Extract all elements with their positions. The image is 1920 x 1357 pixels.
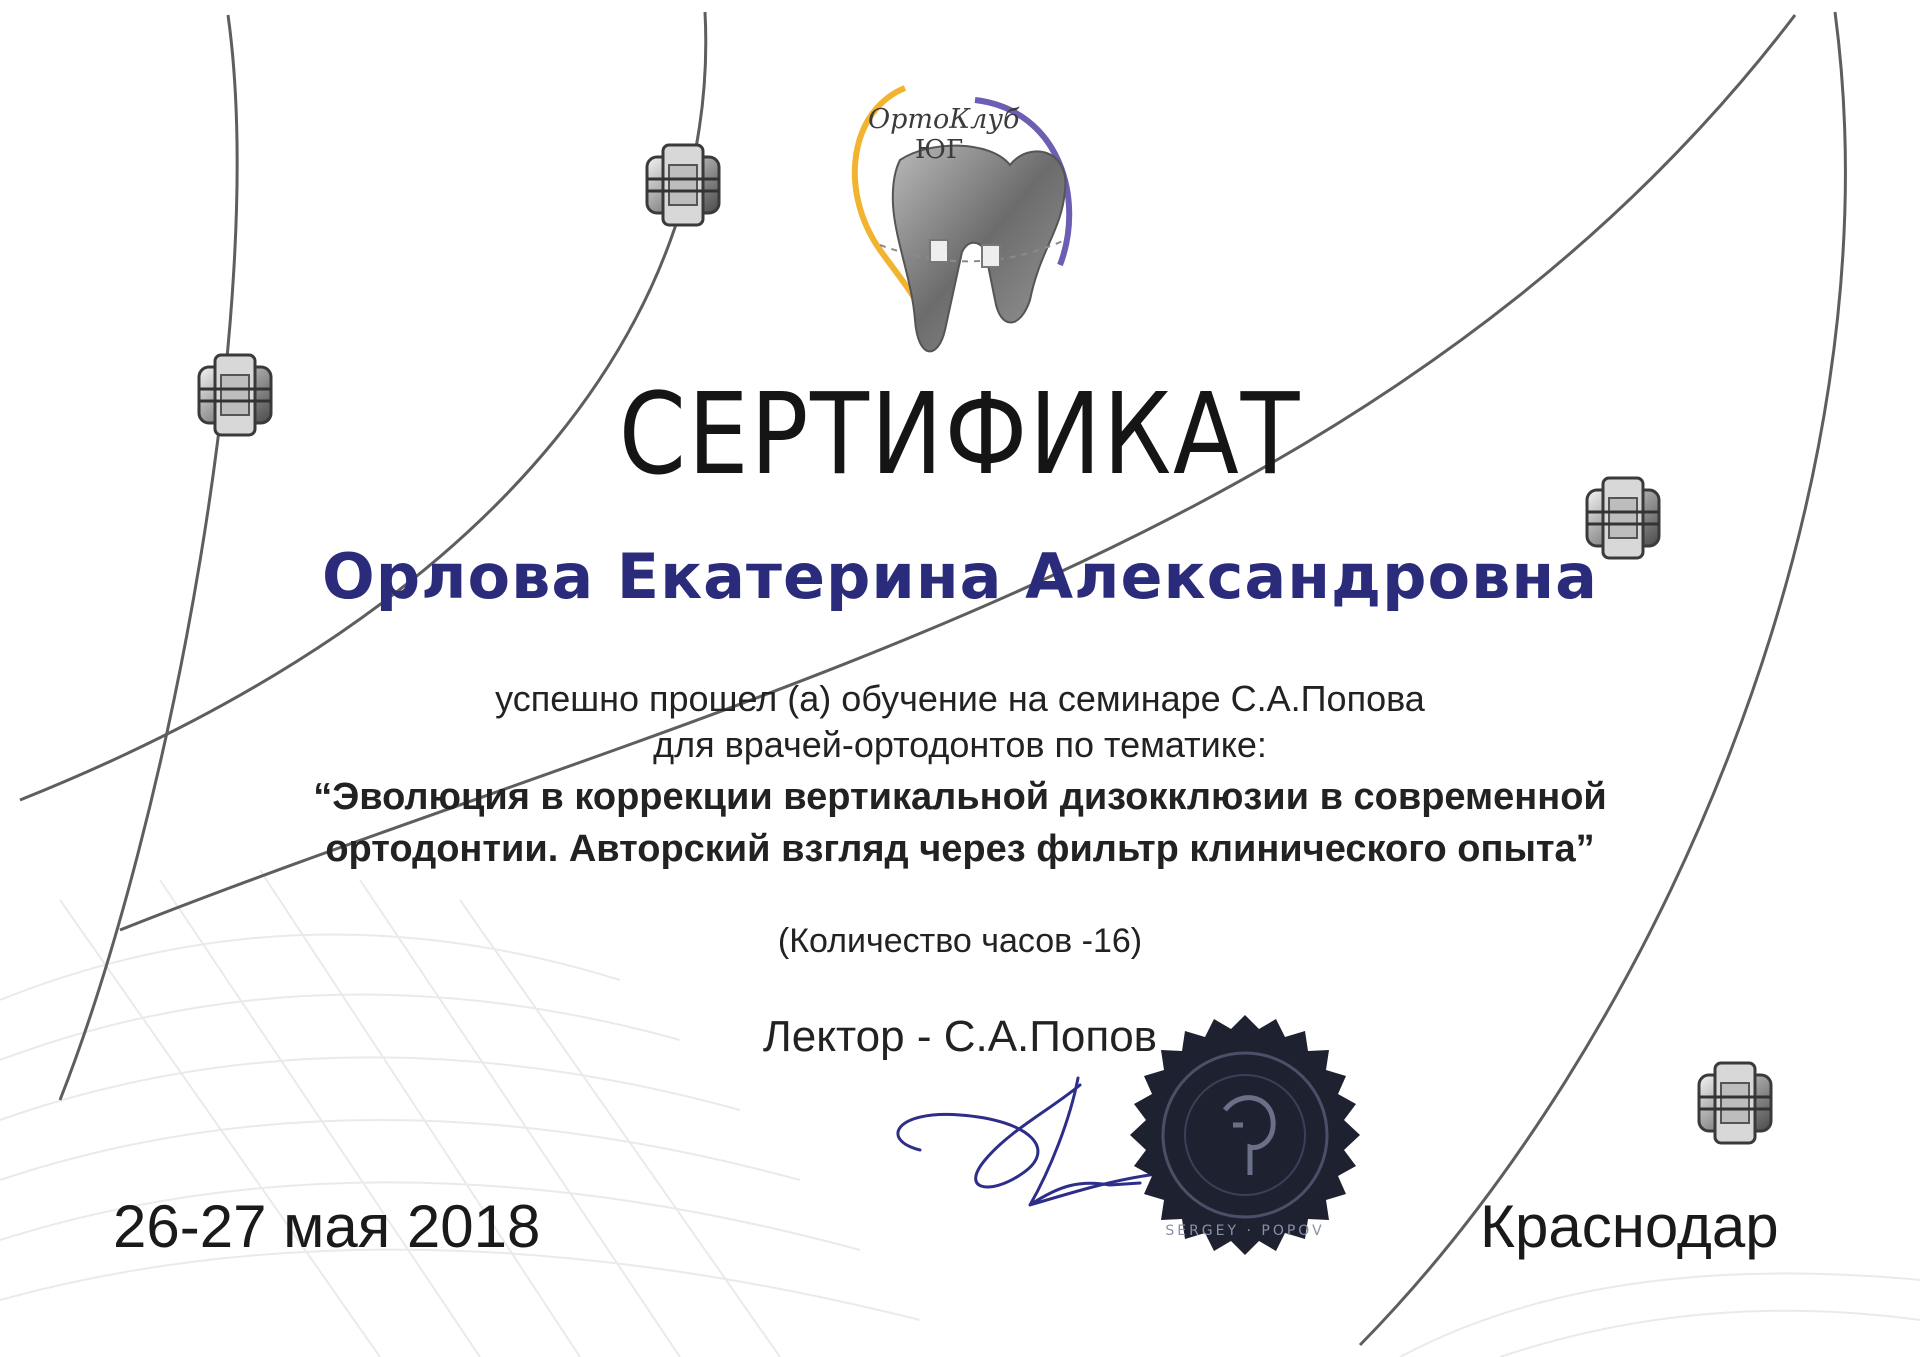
lecturer: Лектор - С.А.Попов — [762, 1012, 1158, 1061]
logo-name: ОртоКлуб — [868, 104, 1020, 135]
audience-text: для врачей-ортодонтов по тематике: — [653, 724, 1267, 765]
logo-region: ЮГ — [915, 135, 964, 165]
signature — [898, 1078, 1165, 1205]
seminar-topic-line2: ортодонтии. Авторский взгляд через фильтр клинического опыта” — [325, 828, 1595, 870]
bracket-icon — [647, 145, 719, 225]
seminar-topic-line1: “Эволюция в коррекции вертикальной дизокклюзии в современной — [313, 776, 1607, 818]
seal-text: SERGEY · POPOV — [1165, 1223, 1325, 1239]
completion-text: успешно прошел (а) обучение на семинаре С.А.Попова — [495, 678, 1425, 719]
certificate-title: СЕРТИФИКАТ — [618, 370, 1302, 500]
seminar-date: 26-27 мая 2018 — [113, 1193, 541, 1260]
bracket-icon — [1699, 1063, 1771, 1143]
recipient-name: Орлова Екатерина Александровна — [322, 540, 1598, 613]
hours-count: (Количество часов -16) — [777, 922, 1143, 960]
seminar-city: Краснодар — [1480, 1193, 1779, 1260]
